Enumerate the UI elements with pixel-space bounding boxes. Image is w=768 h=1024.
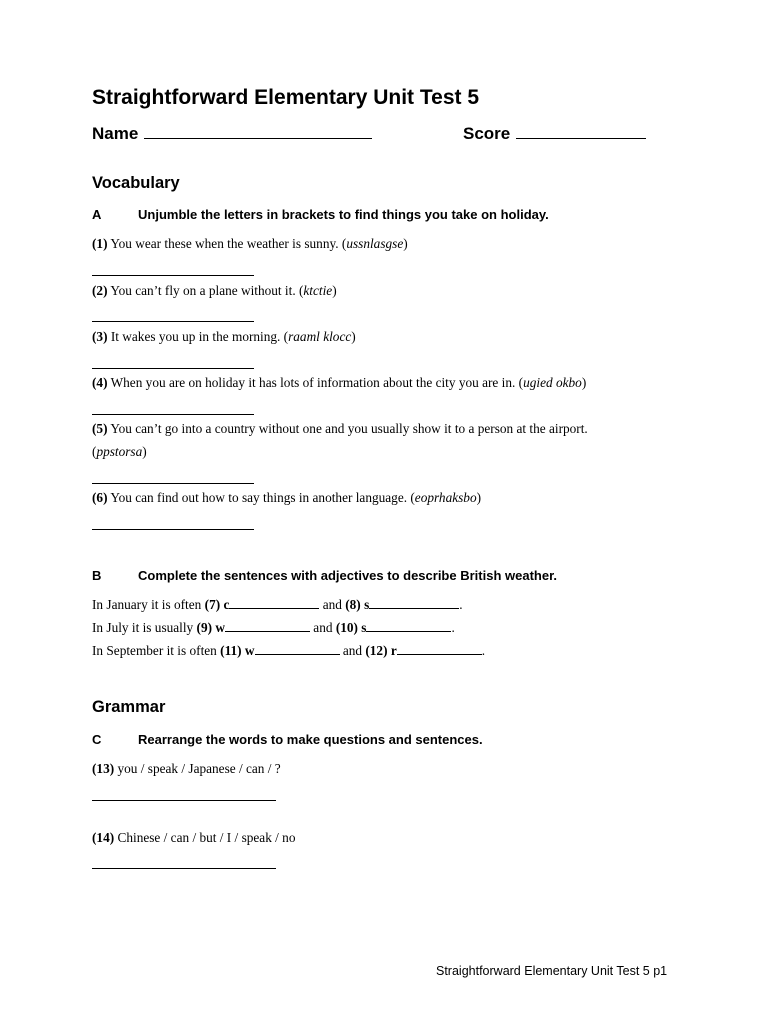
question-5-close: ) [142,444,147,459]
section-b-text: Complete the sentences with adjectives to describe British weather. [138,568,558,583]
answer-line-5[interactable] [92,483,254,484]
gap-7-label: (7) c [204,597,230,612]
sentence-b-1 [92,597,463,613]
vocabulary-heading: Vocabulary [92,174,180,192]
gap-8-label: (8) s [345,597,370,612]
question-4-close: ) [581,375,587,390]
gap-10-blank[interactable] [366,630,451,632]
answer-line-3[interactable] [92,368,254,369]
question-3 [92,329,356,345]
question-3-text: It wakes you up in the morning. ( [110,329,289,344]
score-field [463,124,646,144]
question-14 [92,830,295,846]
gap-9-blank[interactable] [225,630,310,632]
question-5 [92,421,588,437]
question-6 [92,490,481,506]
name-label: Name [92,124,139,143]
answer-line-1[interactable] [92,275,254,276]
section-b-instruction [92,568,557,583]
question-3-number: (3) [92,329,108,344]
gap-9-label: (9) w [196,620,225,635]
answer-line-13[interactable] [92,800,276,801]
question-6-number: (6) [92,490,108,505]
question-5-clue-line [92,444,147,460]
question-3-clue: raaml klocc [288,329,352,344]
sentence-b-2-mid: and [309,620,336,635]
question-1-text: You wear these when the weather is sunny. ( [110,236,347,251]
question-1-close: ) [403,236,408,251]
score-label: Score [463,124,511,143]
question-5-clue: ppstorsa [96,444,143,459]
question-2-number: (2) [92,283,108,298]
answer-line-2[interactable] [92,321,254,322]
sentence-b-2-end: . [451,620,455,635]
question-2-clue: ktctie [303,283,333,298]
question-6-text: You can find out how to say things in another language. ( [110,490,415,505]
name-blank-line [144,137,372,139]
question-4 [92,375,586,391]
section-b-letter: B [92,568,102,583]
sentence-b-1-end: . [459,597,463,612]
question-5-number: (5) [92,421,108,436]
sentence-b-3-mid: and [339,643,366,658]
question-6-clue: eoprhaksbo [414,490,477,505]
section-c-instruction [92,732,483,747]
question-2-close: ) [332,283,337,298]
gap-12-label: (12) r [365,643,397,658]
grammar-heading: Grammar [92,698,166,716]
name-field [92,124,372,144]
score-blank-line [516,137,646,139]
question-13 [92,761,281,777]
gap-11-blank[interactable] [255,653,340,655]
sentence-b-2 [92,620,455,636]
page-footer: Straightforward Elementary Unit Test 5 p1 [436,964,668,978]
question-13-number: (13) [92,761,115,776]
sentence-b-1-start: In January it is often [92,597,205,612]
question-4-text: When you are on holiday it has lots of information about the city you are in. ( [110,375,524,390]
question-2-text: You can’t fly on a plane without it. ( [110,283,304,298]
sentence-b-1-mid: and [319,597,346,612]
answer-line-4[interactable] [92,414,254,415]
answer-line-6[interactable] [92,529,254,530]
section-c-text: Rearrange the words to make questions and sentences. [138,732,483,747]
gap-10-label: (10) s [335,620,367,635]
question-14-text: Chinese / can / but / I / speak / no [117,830,296,845]
question-5-open: ( [92,444,97,459]
question-14-number: (14) [92,830,115,845]
gap-7-blank[interactable] [229,607,319,609]
sentence-b-2-start: In July it is usually [92,620,197,635]
question-5-text: You can’t go into a country without one and you usually show it to a person at the airport. [110,421,588,436]
section-a-letter: A [92,207,102,222]
question-4-clue: ugied okbo [523,375,582,390]
question-1-clue: ussnlasgse [346,236,404,251]
question-4-number: (4) [92,375,108,390]
question-3-close: ) [351,329,356,344]
question-1-number: (1) [92,236,108,251]
question-13-text: you / speak / Japanese / can / ? [117,761,281,776]
question-1 [92,236,408,252]
section-a-text: Unjumble the letters in brackets to find things you take on holiday. [138,207,549,222]
question-6-close: ) [476,490,482,505]
sentence-b-3-end: . [481,643,486,658]
sentence-b-3 [92,643,485,659]
sentence-b-3-start: In September it is often [92,643,221,658]
section-a-instruction [92,207,549,222]
page-title: Straightforward Elementary Unit Test 5 [92,86,480,109]
answer-line-14[interactable] [92,868,276,869]
section-c-letter: C [92,732,102,747]
gap-12-blank[interactable] [397,653,482,655]
question-2 [92,283,337,299]
gap-11-label: (11) w [220,643,255,658]
gap-8-blank[interactable] [369,607,459,609]
